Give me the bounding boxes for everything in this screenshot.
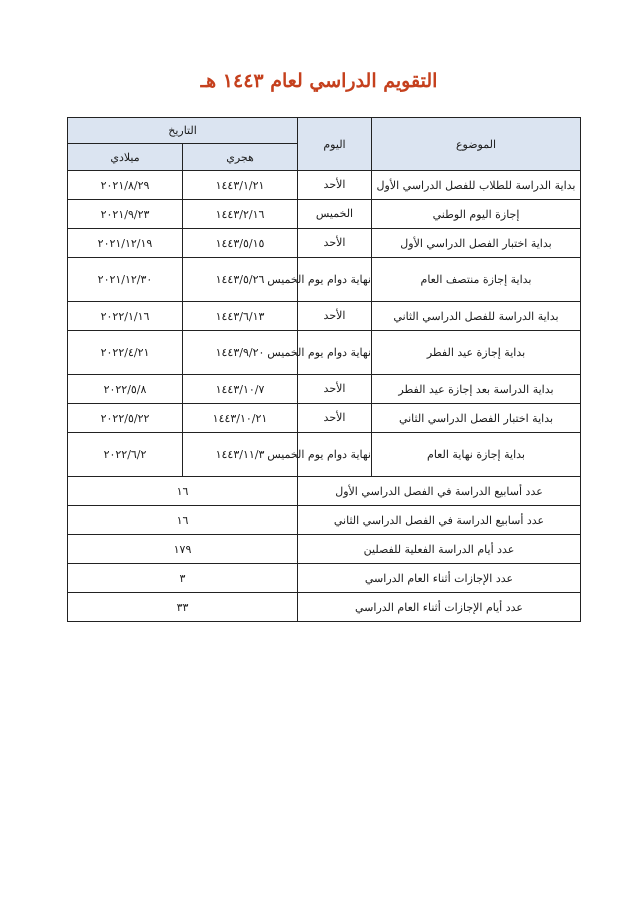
header-gregorian: ميلادي (68, 144, 183, 171)
row-gregorian-date: ٢٠٢١/٩/٢٣ (68, 200, 183, 229)
row-topic: بداية إجازة عيد الفطر (372, 331, 581, 375)
header-date: التاريخ (68, 118, 298, 144)
row-day: الأحد (298, 375, 372, 404)
row-hijri-date: ١٤٤٣/١٠/٧ (183, 375, 298, 404)
summary-label: عدد أيام الإجازات أثناء العام الدراسي (298, 593, 581, 622)
row-gregorian-date: ٢٠٢٢/٦/٢ (68, 433, 183, 477)
header-topic: الموضوع (372, 118, 581, 171)
row-topic: بداية الدراسة للطلاب للفصل الدراسي الأول (372, 171, 581, 200)
row-day: الأحد (298, 404, 372, 433)
row-hijri-date: ١٤٤٣/١١/٣ (183, 433, 298, 477)
row-day: الأحد (298, 171, 372, 200)
summary-label: عدد أسابيع الدراسة في الفصل الدراسي الأول (298, 477, 581, 506)
row-topic: بداية الدراسة للفصل الدراسي الثاني (372, 302, 581, 331)
row-day: نهاية دوام يوم الخميس (298, 331, 372, 375)
header-day: اليوم (298, 118, 372, 171)
row-gregorian-date: ٢٠٢٢/٥/٢٢ (68, 404, 183, 433)
summary-row (68, 535, 581, 564)
row-hijri-date: ١٤٤٣/٩/٢٠ (183, 331, 298, 375)
row-gregorian-date: ٢٠٢٢/٥/٨ (68, 375, 183, 404)
table-row (68, 331, 581, 375)
row-hijri-date: ١٤٤٣/٦/١٣ (183, 302, 298, 331)
row-topic: بداية اختبار الفصل الدراسي الأول (372, 229, 581, 258)
row-topic: بداية اختبار الفصل الدراسي الثاني (372, 404, 581, 433)
row-gregorian-date: ٢٠٢٢/٤/٢١ (68, 331, 183, 375)
summary-row (68, 506, 581, 535)
row-day: نهاية دوام يوم الخميس (298, 433, 372, 477)
table-row (68, 258, 581, 302)
row-topic: بداية إجازة نهاية العام (372, 433, 581, 477)
row-day: نهاية دوام يوم الخميس (298, 258, 372, 302)
table-row (68, 229, 581, 258)
row-day: الخميس (298, 200, 372, 229)
row-day: الأحد (298, 229, 372, 258)
summary-row (68, 564, 581, 593)
row-hijri-date: ١٤٤٣/١٠/٢١ (183, 404, 298, 433)
academic-calendar-table (67, 117, 581, 622)
row-gregorian-date: ٢٠٢١/١٢/٣٠ (68, 258, 183, 302)
page-title: التقويم الدراسي لعام ١٤٤٣ هـ (200, 70, 438, 92)
row-hijri-date: ١٤٤٣/٢/١٦ (183, 200, 298, 229)
row-topic: إجازة اليوم الوطني (372, 200, 581, 229)
table-row (68, 200, 581, 229)
row-gregorian-date: ٢٠٢٢/١/١٦ (68, 302, 183, 331)
row-day: الأحد (298, 302, 372, 331)
header-row (68, 118, 581, 144)
header-hijri: هجري (183, 144, 298, 171)
table-row (68, 375, 581, 404)
row-hijri-date: ١٤٤٣/٥/١٥ (183, 229, 298, 258)
row-gregorian-date: ٢٠٢١/١٢/١٩ (68, 229, 183, 258)
summary-label: عدد أسابيع الدراسة في الفصل الدراسي الثاني (298, 506, 581, 535)
summary-value: ٣٣ (68, 593, 298, 622)
summary-value: ١٦ (68, 506, 298, 535)
table-row (68, 404, 581, 433)
summary-row (68, 477, 581, 506)
summary-value: ٣ (68, 564, 298, 593)
table-row (68, 171, 581, 200)
summary-row (68, 593, 581, 622)
summary-label: عدد الإجازات أثناء العام الدراسي (298, 564, 581, 593)
row-gregorian-date: ٢٠٢١/٨/٢٩ (68, 171, 183, 200)
row-topic: بداية إجازة منتصف العام (372, 258, 581, 302)
row-topic: بداية الدراسة بعد إجازة عيد الفطر (372, 375, 581, 404)
summary-label: عدد أيام الدراسة الفعلية للفصلين (298, 535, 581, 564)
table-row (68, 433, 581, 477)
row-hijri-date: ١٤٤٣/٥/٢٦ (183, 258, 298, 302)
row-hijri-date: ١٤٤٣/١/٢١ (183, 171, 298, 200)
summary-value: ١٦ (68, 477, 298, 506)
table-row (68, 302, 581, 331)
summary-value: ١٧٩ (68, 535, 298, 564)
